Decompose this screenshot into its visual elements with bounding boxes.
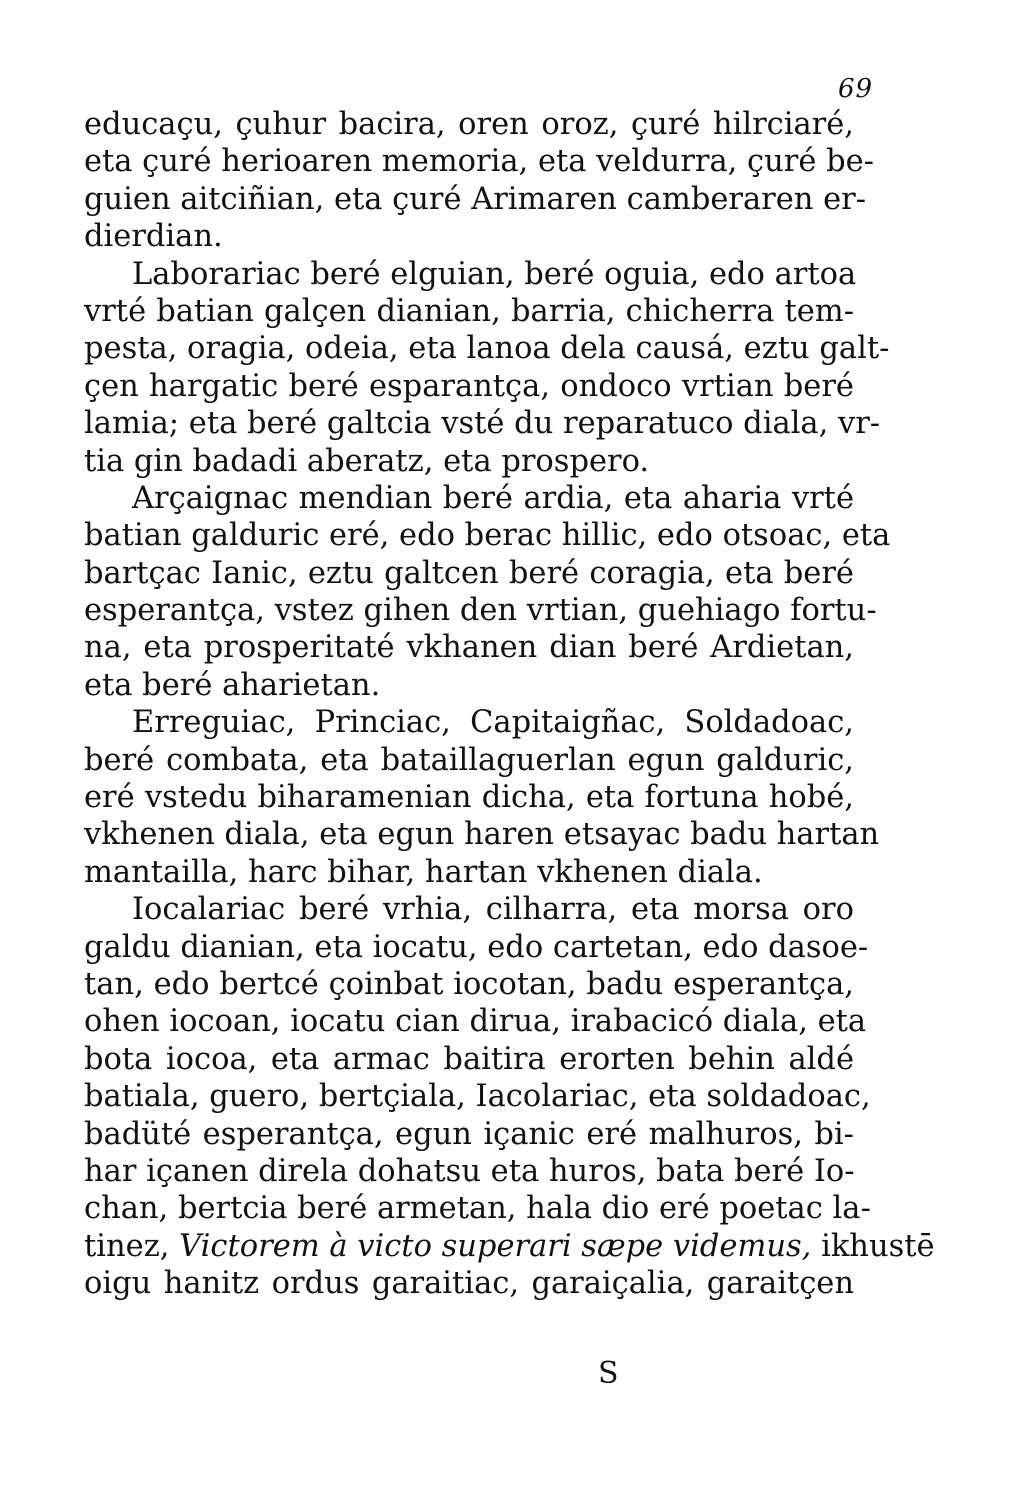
text-line: eta çuré herioaren memoria, eta veldurra, çuré be- [84, 144, 874, 180]
text-line: batiala, guero, bertçiala, Iacolariac, eta soldadoac, [84, 1079, 871, 1115]
text-line: batian galduric eré, edo berac hillic, edo otsoac, eta [84, 518, 891, 554]
text-line: galdu dianian, eta iocatu, edo cartetan, edo dasoe- [84, 929, 869, 965]
text-line: lamia; eta beré galtcia vsté du reparatuco diala, vr- [84, 406, 881, 442]
text-line: tan, edo bertcé çoinbat iocotan, badu esperantça, [84, 966, 854, 1002]
text-line: tia gin badadi aberatz, eta prospero. [84, 443, 650, 479]
page-number: 69 [838, 74, 874, 104]
text-line: oigu hanitz ordus garaitiac, garaiçalia, garaitçen [84, 1266, 854, 1302]
text-line: na, eta prosperitaté vkhanen dian beré Ardietan, [84, 630, 854, 666]
text-line: dierdian. [84, 219, 223, 255]
text-line: educaçu, çuhur bacira, oren oroz, çuré hilrciaré, [84, 107, 854, 142]
text-line: mantailla, harc bihar, hartan vkhenen diala. [84, 854, 763, 890]
text-line: har içanen direla dohatsu eta huros, bata beré Io- [84, 1153, 855, 1189]
text-line: bartçac Ianic, eztu galtcen beré coragia, eta beré [84, 555, 854, 591]
text-line: eré vstedu biharamenian dicha, eta fortuna hobé, [84, 780, 854, 816]
text-line: eta beré aharietan. [84, 667, 381, 703]
text-line: badüté esperantça, egun içanic eré malhuros, bi- [84, 1116, 854, 1152]
paragraph-start-line: Erreguiac, Princiac, Capitaigñac, Soldadoac, [132, 705, 854, 741]
text-line: vrté batian galçen dianian, barria, chicherra tem- [84, 293, 854, 329]
latin-quote-line [84, 1228, 935, 1265]
signature-mark: S [598, 1356, 619, 1391]
text-line: bota iocoa, eta armac baitira erorten behin aldé [84, 1041, 854, 1077]
paragraph-start-line: Iocalariac beré vrhia, cilharra, eta morsa oro [132, 892, 854, 928]
text-line: çen hargatic beré esparantça, ondoco vrtian beré [84, 368, 854, 404]
paragraph-start-line: Arçaignac mendian beré ardia, eta aharia vrté [132, 480, 854, 516]
text-line: guien aitciñian, eta çuré Arimaren camberaren er- [84, 181, 867, 217]
text-line: chan, bertcia beré armetan, hala dio eré poetac la- [84, 1191, 871, 1227]
text-line: beré combata, eta bataillaguerlan egun galduric, [84, 742, 854, 778]
text-fragment: tinez, [84, 1228, 170, 1264]
latin-quote: Victorem à victo superari sæpe videmus, [179, 1228, 812, 1264]
text-line: ohen iocoan, iocatu cian dirua, irabacicó diala, eta [84, 1004, 867, 1040]
text-line: esperantça, vstez gihen den vrtian, guehiago fortu- [84, 593, 877, 629]
text-fragment: ikhustē [821, 1228, 935, 1264]
text-line: vkhenen diala, eta egun haren etsayac badu hartan [84, 817, 880, 853]
paragraph-start-line: Laborariac beré elguian, beré oguia, edo artoa [132, 256, 857, 292]
body-text [84, 106, 935, 1303]
text-line: pesta, oragia, odeia, eta lanoa dela causá, eztu galt- [84, 331, 890, 367]
